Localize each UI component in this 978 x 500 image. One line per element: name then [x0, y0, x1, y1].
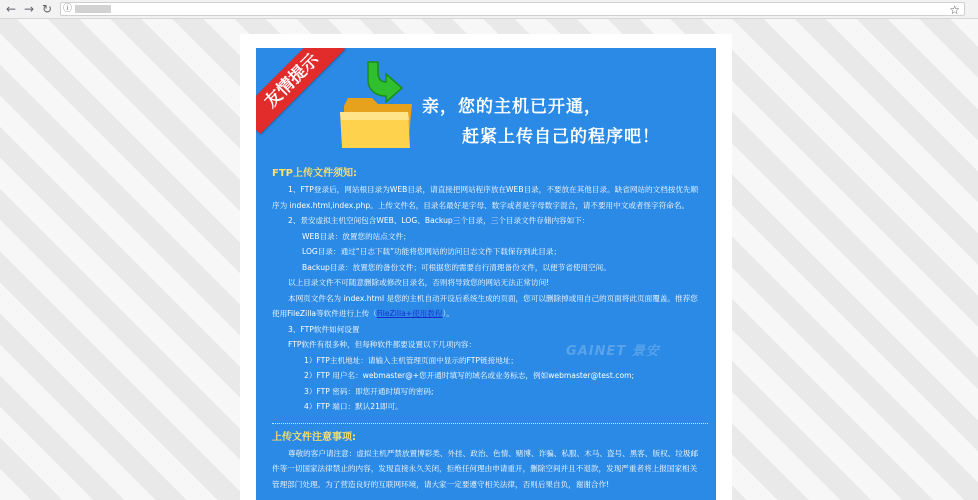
notice-content — [272, 166, 708, 492]
upload-line: 件等一切国家法律禁止的内容，发现直接永久关闭，拒绝任何理由申请重开，删除空间并且不退款，发现严重者将上报国家相关 — [272, 464, 698, 473]
ftp-line: 本网页文件名为 index.html 是您的主机自动开设后系统生成的页面，您可以删除掉或用自己的页面将此页面覆盖。推荐您 — [288, 293, 698, 303]
ftp-line: 以上目录文件不可随意删除或修改目录名，否则将导致您的网站无法正常访问! — [288, 278, 550, 287]
ftp-line: 1、FTP登录后，网站根目录为WEB目录，请直接把网站程序放在WEB目录，不要放在其他目录。缺省网站的文档按优先顺 — [288, 185, 699, 194]
ftp-line: 序为 index.html,index.php。上传文件名，目录名最好是字母、数字或者是字母数字混合，请不要用中文或者怪字符命名。 — [272, 200, 690, 210]
ftp-line: 4）FTP 端口：默认21即可。 — [304, 402, 403, 411]
ftp-line: WEB目录：放置您的站点文件； — [302, 231, 411, 241]
url-text-blurred — [75, 5, 111, 13]
watermark-logo: GAINET 景安 — [566, 344, 660, 359]
forward-button[interactable]: → — [23, 2, 35, 16]
back-button[interactable]: ← — [5, 2, 17, 16]
ftp-line: 2）FTP 用户名：webmaster@+您开通时填写的域名或业务标志，例如webmaster@test.com; — [304, 371, 635, 380]
ftp-line: LOG目录：通过“日志下载”功能将您网站的访问日志文件下载保存到此目录； — [302, 247, 562, 256]
headline-line2: 赶紧上传自己的程序吧！ — [462, 127, 660, 147]
filezilla-line — [272, 306, 708, 322]
headline-line1: 亲，您的主机已开通， — [422, 97, 602, 117]
address-bar[interactable] — [60, 2, 965, 16]
notice-panel — [256, 48, 716, 500]
notice-ribbon: 友情提示 — [256, 48, 345, 134]
folder-upload-icon — [338, 60, 416, 152]
star-icon[interactable]: ☆ — [949, 3, 960, 17]
upload-line: 尊敬的客户请注意：虚拟主机严禁放置博彩类、外挂、政治、色情、赌博、诈骗、私服、木马、盗号、黑客、版权、垃圾邮 — [288, 448, 699, 458]
filezilla-prefix: 使用FileZilla等软件进行上传（ — [272, 309, 377, 318]
ftp-line: 3）FTP 密码：即您开通时填写的密码; — [304, 386, 434, 396]
upload-line: 管理部门处理。为了营造良好的互联网环境，请大家一定要遵守相关法律，否则后果自负，谢谢合作! — [272, 479, 610, 489]
reload-button[interactable]: ↻ — [41, 2, 53, 16]
ftp-line: FTP软件有很多种，但每种软件都要设置以下几项内容： — [288, 340, 477, 349]
ftp-line: 1）FTP主机地址：请输入主机管理页面中显示的FTP链接地址； — [304, 355, 518, 365]
upload-section-title: 上传文件注意事项: — [272, 431, 356, 443]
browser-toolbar — [0, 0, 978, 19]
filezilla-tutorial-link[interactable]: FileZilla+使用教程 — [376, 309, 443, 318]
section-divider — [272, 423, 708, 424]
ftp-line: 2、景安虚拟主机空间包含WEB、LOG、Backup三个目录，三个目录文件存储内容如下： — [288, 216, 590, 225]
filezilla-suffix: ）。 — [442, 309, 454, 318]
notice-page — [240, 34, 732, 500]
ftp-line: 3、FTP软件如何设置 — [288, 324, 360, 334]
ftp-line: Backup目录：放置您的备份文件；可根据您的需要自行清理备份文件，以便节省使用空间。 — [302, 262, 611, 272]
info-icon[interactable]: ⓘ — [63, 4, 73, 14]
ftp-section-title: FTP上传文件须知: — [272, 168, 357, 179]
